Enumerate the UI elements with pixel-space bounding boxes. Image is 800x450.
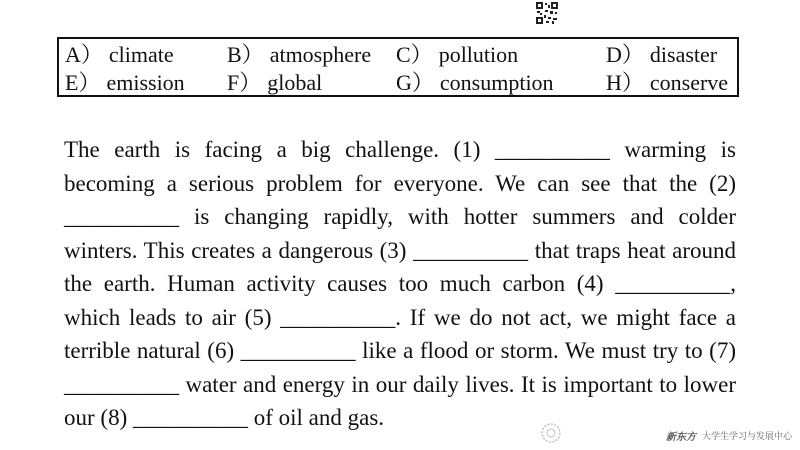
option-e: E） emission: [65, 70, 185, 95]
option-h: H） conserve: [606, 70, 729, 95]
blank-6: __________: [240, 338, 356, 363]
qr-code-icon: [536, 2, 558, 24]
option-d: D） disaster: [606, 42, 718, 67]
cloze-passage: The earth is facing a big challenge. (1) __________ warming is becoming a serious problem for everyone. We can see that the (2) __________ is changing rapidly, with hotter summers and colder winters. This creates a dangerous (3) __________ that traps heat around the earth. Human activity causes too much carbon (4) __________, which leads to air (5) __________. If we do not act, we might face a terrible natural (6) __________ like a flood or storm. We must try to (7) __________ water and energy in our daily lives. It is important to lower our (8) __________ of oil and gas.: [64, 137, 737, 430]
option-b: B） atmosphere: [227, 42, 372, 67]
watermark-stamp-icon: [540, 422, 562, 444]
blank-1: __________: [494, 137, 610, 162]
blank-2: __________: [64, 204, 179, 229]
blank-8: __________: [132, 405, 248, 430]
blank-5: __________: [280, 304, 396, 330]
option-a: A） climate: [65, 42, 174, 67]
option-g: G） consumption: [396, 70, 554, 95]
word-bank-box: [57, 37, 739, 97]
blank-3: __________: [413, 237, 529, 263]
option-c: C） pollution: [396, 42, 519, 67]
blank-4: __________: [615, 271, 731, 296]
blank-7: __________: [64, 371, 179, 397]
footer-text: 大学生学习与发展中心: [702, 432, 793, 442]
option-f: F） global: [227, 70, 323, 95]
footer-logo: 新东方: [666, 432, 696, 443]
